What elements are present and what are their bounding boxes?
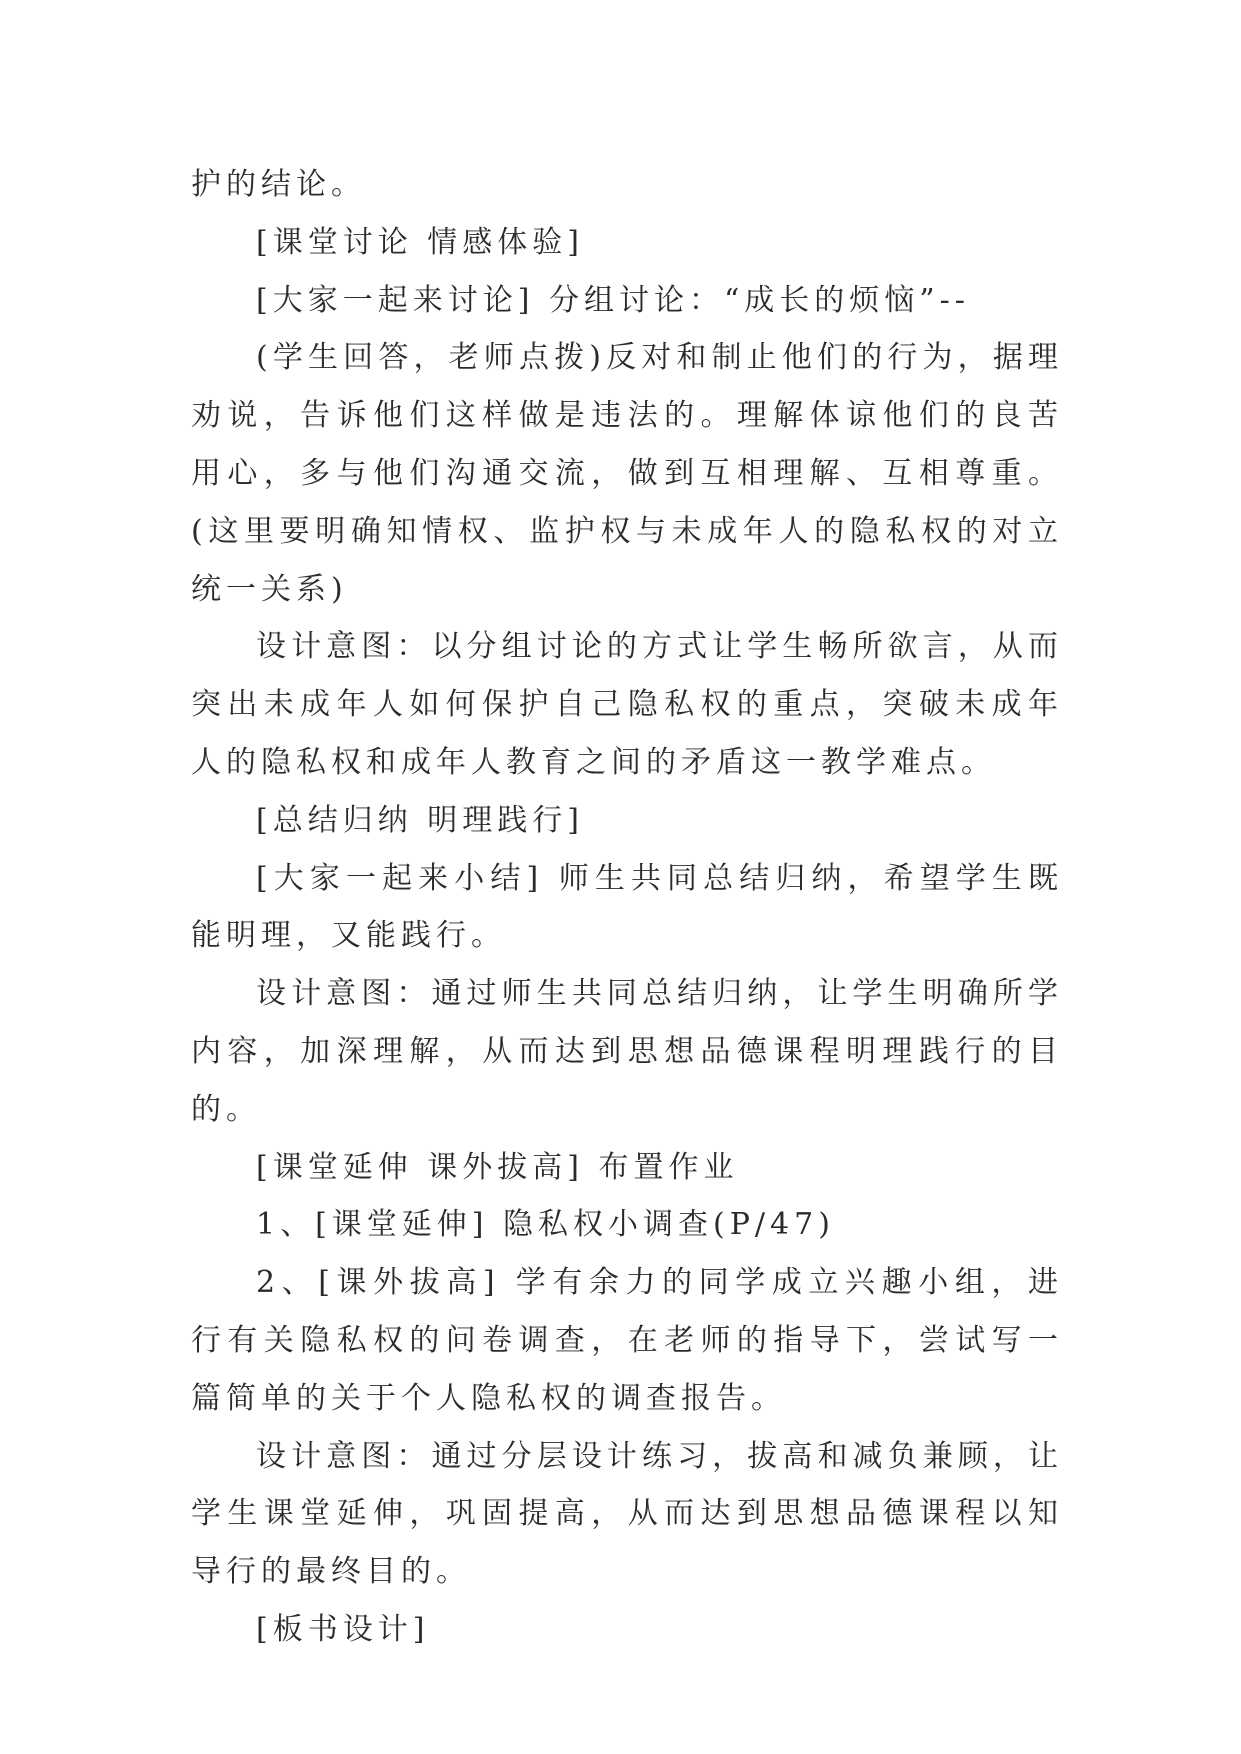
section-heading-classroom-discussion: [课堂讨论 情感体验] (256, 224, 584, 260)
paragraph-design-intent-2: 设计意图：通过师生共同总结归纳，让学生明确所学内容，加深理解，从而达到思想品德课程明理践行的目的。 (191, 976, 1063, 1127)
paragraph-student-answer: (学生回答，老师点拨)反对和制止他们的行为，据理劝说，告诉他们这样做是违法的。理解体谅他们的良苦用心，多与他们沟通交流，做到互相理解、互相尊重。(这里要明确知情权、监护权与未成年人的隐私权的对立统一关系) (191, 340, 1063, 607)
section-heading-board-design: [板书设计] (256, 1611, 430, 1647)
list-item-homework-2: 2、[课外拔高] 学有余力的同学成立兴趣小组，进行有关隐私权的问卷调查，在老师的指导下，尝试写一篇简单的关于个人隐私权的调查报告。 (191, 1265, 1063, 1416)
section-heading-extension: [课堂延伸 课外拔高] 布置作业 (256, 1149, 739, 1185)
paragraph-group-discussion: [大家一起来讨论] 分组讨论：“成长的烦恼”-- (256, 282, 970, 318)
document-body (191, 156, 1063, 1659)
paragraph-design-intent-1: 设计意图：以分组讨论的方式让学生畅所欲言，从而突出未成年人如何保护自己隐私权的重点，突破未成年人的隐私权和成年人教育之间的矛盾这一教学难点。 (191, 629, 1063, 780)
list-item-homework-1: 1、[课堂延伸] 隐私权小调查(P/47) (256, 1207, 835, 1243)
paragraph-continuation: 护的结论。 (191, 167, 366, 202)
section-heading-summary: [总结归纳 明理践行] (256, 802, 584, 838)
paragraph-summary: [大家一起来小结] 师生共同总结归纳，希望学生既能明理，又能践行。 (191, 860, 1063, 954)
paragraph-design-intent-3: 设计意图：通过分层设计练习，拔高和减负兼顾，让学生课堂延伸，巩固提高，从而达到思想品德课程以知导行的最终目的。 (191, 1438, 1063, 1590)
